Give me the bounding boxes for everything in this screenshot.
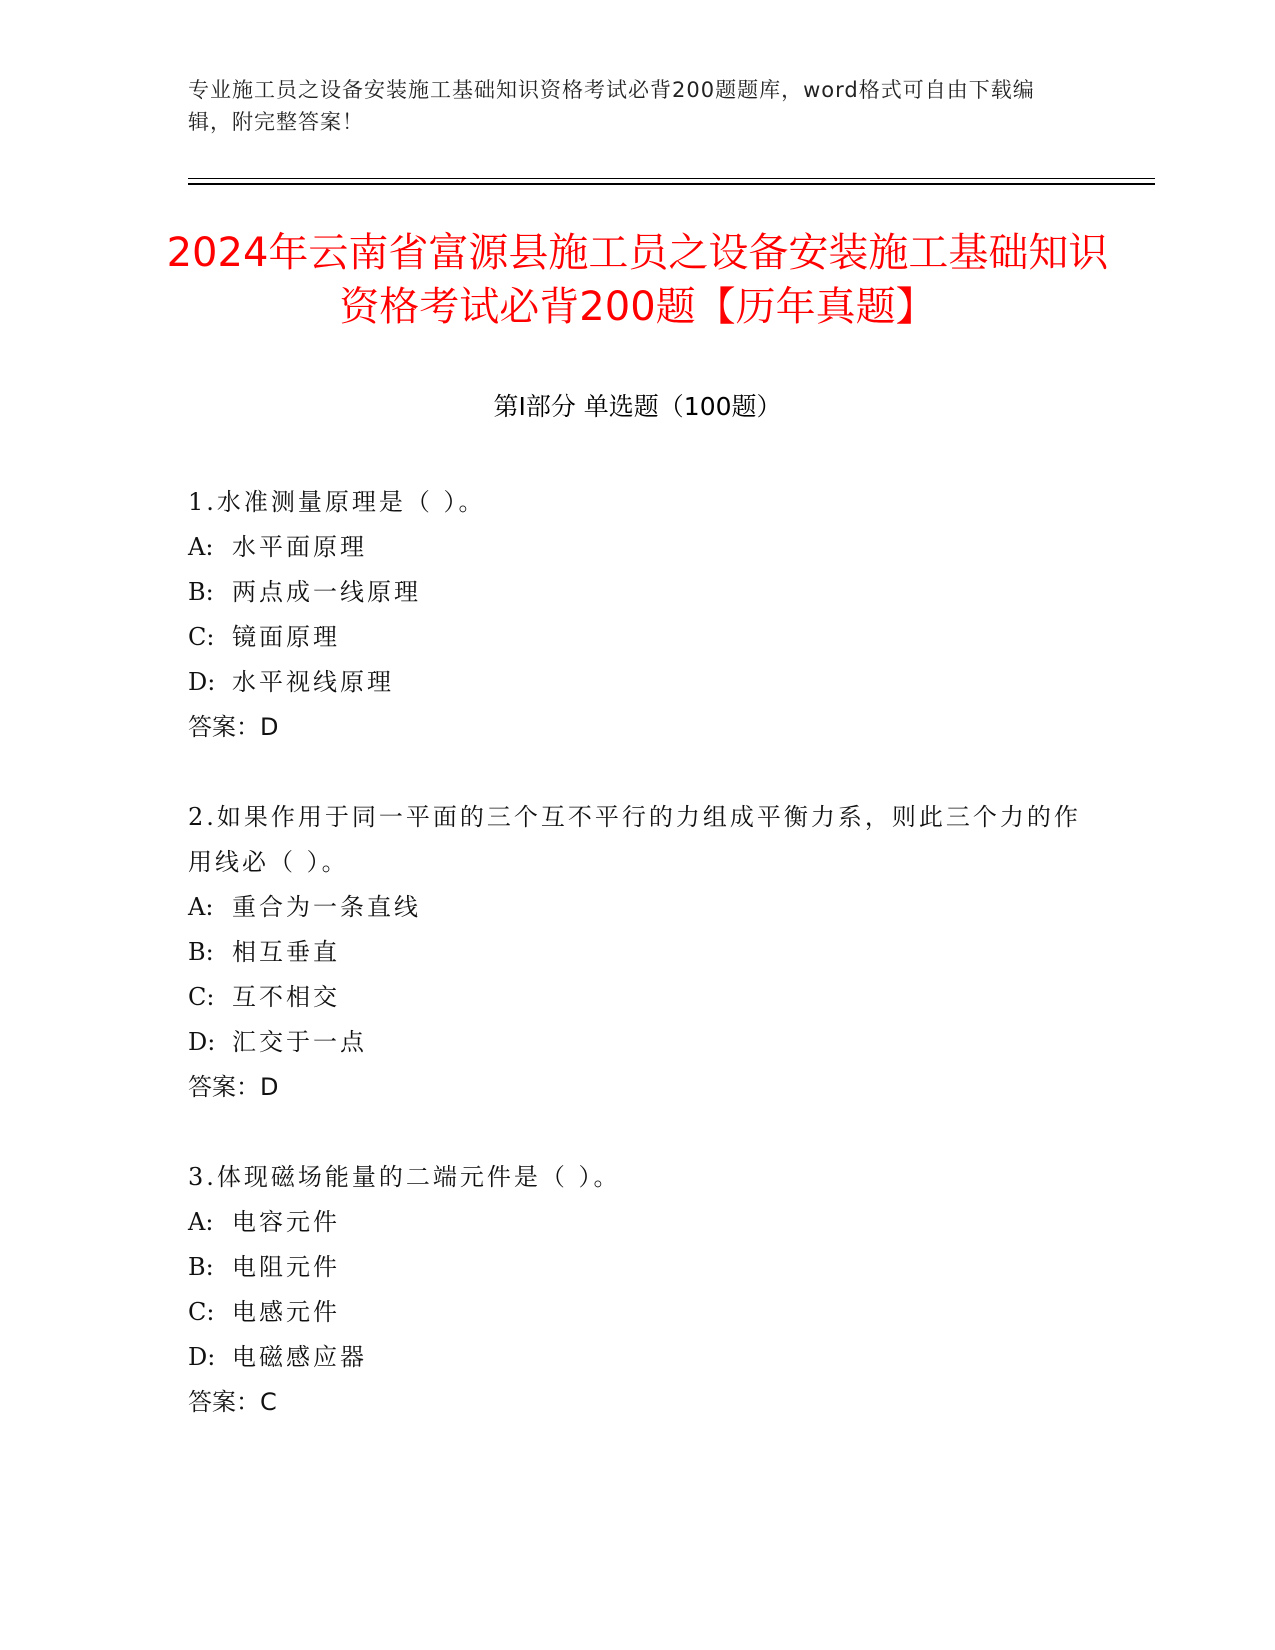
option-c xyxy=(188,615,1088,660)
option-key: C: xyxy=(188,1298,215,1326)
option-text: 电磁感应器 xyxy=(232,1343,367,1371)
question-2 xyxy=(188,795,1088,1110)
option-key: A: xyxy=(188,1208,214,1236)
question-list xyxy=(188,480,1088,1470)
option-c xyxy=(188,975,1088,1020)
option-key: A: xyxy=(188,533,214,561)
header-note: 专业施工员之设备安装施工基础知识资格考试必背200题题库，word格式可自由下载编辑，附完整答案！ xyxy=(188,78,1035,134)
option-text: 电容元件 xyxy=(232,1208,340,1236)
option-key: D: xyxy=(188,668,216,696)
option-key: B: xyxy=(188,1253,214,1281)
header-divider-thin xyxy=(188,178,1155,179)
section-title: 第Ⅰ部分 单选题（100题） xyxy=(493,392,782,421)
option-text: 互不相交 xyxy=(232,983,340,1011)
option-text: 水平面原理 xyxy=(232,533,367,561)
option-key: A: xyxy=(188,893,214,921)
option-b xyxy=(188,1245,1088,1290)
option-text: 水平视线原理 xyxy=(232,668,394,696)
option-text: 两点成一线原理 xyxy=(232,578,421,606)
question-stem: 2.如果作用于同一平面的三个互不平行的力组成平衡力系，则此三个力的作用线必（ ）。 xyxy=(188,803,1081,876)
option-d xyxy=(188,1335,1088,1380)
answer-line: 答案：C xyxy=(188,1388,277,1416)
option-text: 相互垂直 xyxy=(232,938,340,966)
option-text: 电阻元件 xyxy=(232,1253,340,1281)
option-d xyxy=(188,1020,1088,1065)
option-d xyxy=(188,660,1088,705)
answer-line: 答案：D xyxy=(188,1073,279,1101)
answer-line: 答案：D xyxy=(188,713,279,741)
option-key: C: xyxy=(188,623,215,651)
option-key: D: xyxy=(188,1343,216,1371)
option-b xyxy=(188,570,1088,615)
option-a xyxy=(188,885,1088,930)
option-key: B: xyxy=(188,578,214,606)
document-title: 2024年云南省富源县施工员之设备安装施工基础知识资格考试必背200题【历年真题】 xyxy=(166,230,1109,330)
option-text: 电感元件 xyxy=(232,1298,340,1326)
option-c xyxy=(188,1290,1088,1335)
option-text: 镜面原理 xyxy=(232,623,340,651)
option-key: B: xyxy=(188,938,214,966)
option-key: D: xyxy=(188,1028,216,1056)
option-a xyxy=(188,1200,1088,1245)
option-key: C: xyxy=(188,983,215,1011)
option-a xyxy=(188,525,1088,570)
question-3 xyxy=(188,1155,1088,1425)
question-1 xyxy=(188,480,1088,750)
option-b xyxy=(188,930,1088,975)
option-text: 汇交于一点 xyxy=(232,1028,367,1056)
option-text: 重合为一条直线 xyxy=(232,893,421,921)
header-divider-thick xyxy=(188,183,1155,185)
question-stem: 3.体现磁场能量的二端元件是（ ）。 xyxy=(188,1163,621,1191)
question-stem: 1.水准测量原理是（ ）。 xyxy=(188,488,486,516)
